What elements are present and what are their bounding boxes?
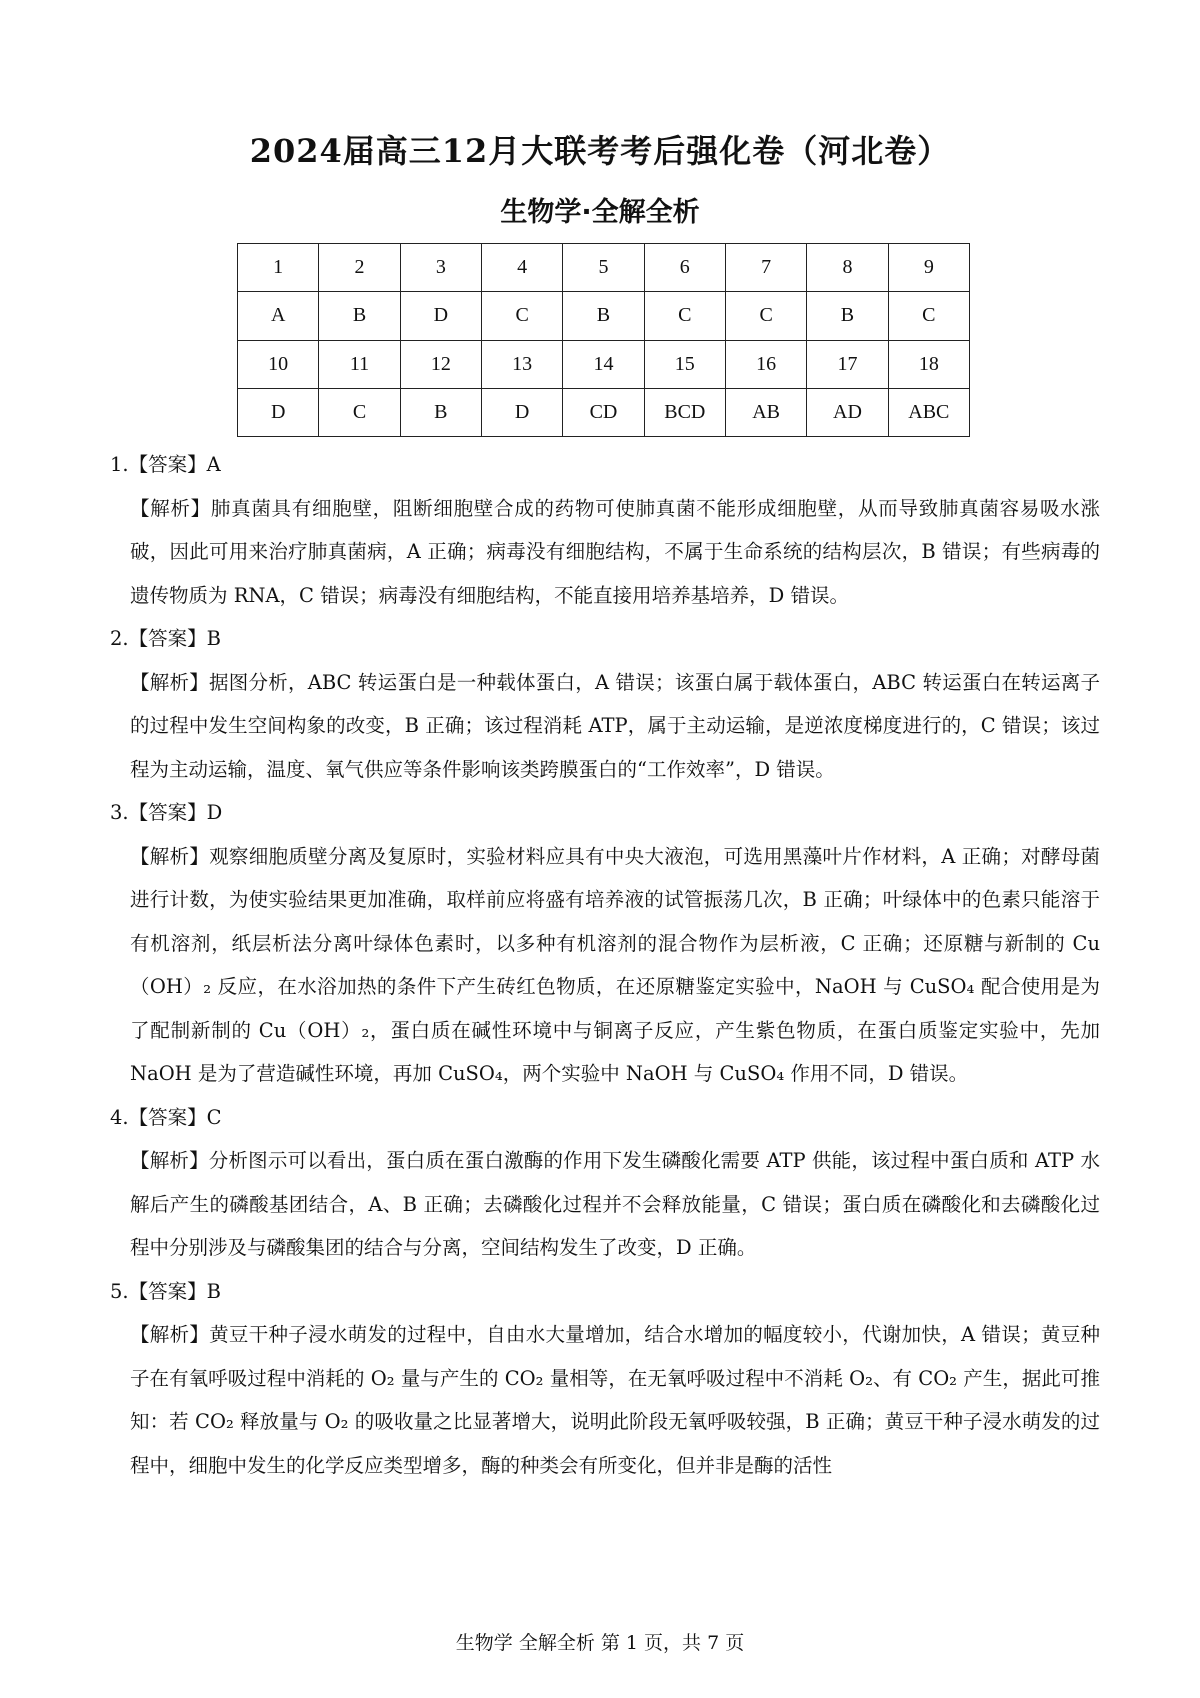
question-block — [110, 617, 1100, 791]
question-number-cell: 14 — [563, 340, 644, 388]
question-number-row — [238, 340, 970, 388]
answer-cell: D — [400, 292, 481, 340]
question-number-cell: 17 — [807, 340, 888, 388]
explanation-text: 【解析】观察细胞质壁分离及复原时，实验材料应具有中央大液泡，可选用黑藻叶片作材料，A 正确；对酵母菌进行计数，为使实验结果更加准确，取样前应将盛有培养液的试管振荡几次，B 正确；叶绿体中的色素只能溶于有机溶剂，纸层析法分离叶绿体色素时，以多种有机溶剂的混合物作为层析液，C 正确；还原糖与新制的 Cu（OH）₂ 反应，在水浴加热的条件下产生砖红色物质，在还原糖鉴定实验中，NaOH 与 CuSO₄ 配合使用是为了配制新制的 Cu（OH）₂，蛋白质在碱性环境中与铜离子反应，产生紫色物质，在蛋白质鉴定实验中，先加 NaOH 是为了营造碱性环境，再加 CuSO₄，两个实验中 NaOH 与 CuSO₄ 作用不同，D 错误。 — [130, 844, 1100, 1085]
question-block — [110, 791, 1100, 1096]
answer-cell: BCD — [644, 388, 725, 436]
answer-cell: D — [238, 388, 319, 436]
answer-cell: AB — [725, 388, 806, 436]
explanation-text: 【解析】分析图示可以看出，蛋白质在蛋白激酶的作用下发生磷酸化需要 ATP 供能，该过程中蛋白质和 ATP 水解后产生的磷酸基团结合，A、B 正确；去磷酸化过程并不会释放能量，C 错误；蛋白质在磷酸化和去磷酸化过程中分别涉及与磷酸集团的结合与分离，空间结构发生了改变，D 正确。 — [130, 1149, 1100, 1259]
explanations — [110, 443, 1100, 1487]
answer-cell: CD — [563, 388, 644, 436]
answer-cell: B — [319, 292, 400, 340]
question-number-cell: 4 — [481, 244, 562, 292]
question-block — [110, 1096, 1100, 1270]
question-number-cell: 15 — [644, 340, 725, 388]
page-title: 2024届高三12月大联考考后强化卷（河北卷） — [249, 132, 951, 170]
answer-cell: B — [807, 292, 888, 340]
question-block — [110, 1270, 1100, 1488]
page-subtitle: 生物学·全解全析 — [500, 197, 700, 228]
question-number-cell: 10 — [238, 340, 319, 388]
question-number-cell: 8 — [807, 244, 888, 292]
answer-label: 1.【答案】A — [110, 453, 221, 476]
explanation-text: 【解析】肺真菌具有细胞壁，阻断细胞壁合成的药物可使肺真菌不能形成细胞壁，从而导致肺真菌容易吸水涨破，因此可用来治疗肺真菌病，A 正确；病毒没有细胞结构，不属于生命系统的结构层次，B 错误；有些病毒的遗传物质为 RNA，C 错误；病毒没有细胞结构，不能直接用培养基培养，D 错误。 — [130, 496, 1100, 607]
question-number-cell: 3 — [400, 244, 481, 292]
question-block — [110, 443, 1100, 617]
question-number-cell: 9 — [888, 244, 969, 292]
answer-label: 2.【答案】B — [110, 627, 221, 650]
answer-label: 5.【答案】B — [110, 1279, 221, 1303]
question-number-cell: 13 — [481, 340, 562, 388]
question-number-cell: 2 — [319, 244, 400, 292]
answer-label: 4.【答案】C — [110, 1105, 222, 1129]
answer-cell: AD — [807, 388, 888, 436]
answer-cell: C — [481, 292, 562, 340]
answer-row — [238, 292, 970, 340]
question-number-cell: 11 — [319, 340, 400, 388]
answer-cell: ABC — [888, 388, 969, 436]
answer-cell: B — [563, 292, 644, 340]
answer-cell: C — [725, 292, 806, 340]
answer-label: 3.【答案】D — [110, 801, 223, 824]
answer-row — [238, 388, 970, 436]
answer-cell: B — [400, 388, 481, 436]
question-number-cell: 12 — [400, 340, 481, 388]
question-number-cell: 5 — [563, 244, 644, 292]
page-footer: 生物学 全解全析 第 1 页，共 7 页 — [455, 1632, 745, 1654]
question-number-cell: 1 — [238, 244, 319, 292]
question-number-cell: 7 — [725, 244, 806, 292]
explanation-text: 【解析】黄豆干种子浸水萌发的过程中，自由水大量增加，结合水增加的幅度较小，代谢加快，A 错误；黄豆种子在有氧呼吸过程中消耗的 O₂ 量与产生的 CO₂ 量相等，在无氧呼吸过程中不消耗 O₂、有 CO₂ 产生，据此可推知：若 CO₂ 释放量与 O₂ 的吸收量之比显著增大，说明此阶段无氧呼吸较强，B 正确；黄豆干种子浸水萌发的过程中，细胞中发生的化学反应类型增多，酶的种类会有所变化，但并非是酶的活性 — [130, 1323, 1100, 1477]
answer-cell: A — [238, 292, 319, 340]
explanation-text: 【解析】据图分析，ABC 转运蛋白是一种载体蛋白，A 错误；该蛋白属于载体蛋白，ABC 转运蛋白在转运离子的过程中发生空间构象的改变，B 正确；该过程消耗 ATP，属于主动运输，是逆浓度梯度进行的，C 错误；该过程为主动运输，温度、氧气供应等条件影响该类跨膜蛋白的“工作效率”，D 错误。 — [130, 670, 1100, 781]
answer-cell: D — [481, 388, 562, 436]
question-number-cell: 16 — [725, 340, 806, 388]
answer-key-table — [237, 243, 970, 437]
answer-cell: C — [644, 292, 725, 340]
answer-cell: C — [319, 388, 400, 436]
question-number-row — [238, 244, 970, 292]
answer-cell: C — [888, 292, 969, 340]
question-number-cell: 6 — [644, 244, 725, 292]
question-number-cell: 18 — [888, 340, 969, 388]
